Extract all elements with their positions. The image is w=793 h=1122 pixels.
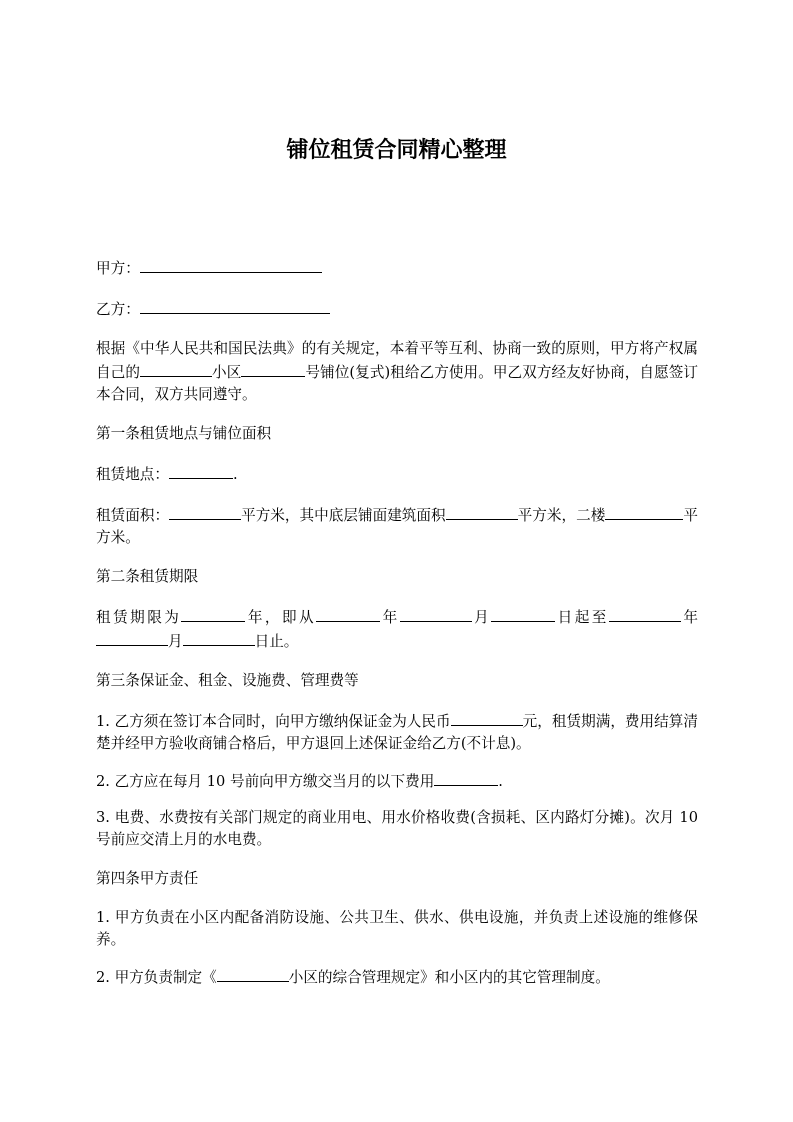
area-label: 租赁面积：: [96, 507, 170, 524]
location-end: .: [232, 466, 238, 483]
term-text-4: 月: [471, 609, 492, 626]
term-text-7: 月: [168, 633, 183, 650]
start-year-blank: [316, 605, 380, 622]
location-line: [96, 462, 698, 486]
end-day-blank: [183, 629, 255, 646]
rules-community-blank: [217, 965, 289, 982]
deposit-text-1: 1. 乙方须在签订本合同时，向甲方缴纳保证金为人民币: [96, 713, 451, 730]
term-line: [96, 605, 698, 653]
article3-item2: [96, 769, 698, 793]
article4-item1: 1. 甲方负责在小区内配备消防设施、公共卫生、供水、供电设施，并负责上述设施的维修保养。: [96, 909, 698, 948]
term-text-6: 年: [680, 609, 698, 626]
party-b-label: 乙方：: [96, 301, 140, 318]
location-blank: [169, 462, 233, 479]
deposit-amount-blank: [451, 709, 523, 726]
rules-text-2: 小区的综合管理规定》和小区内的其它管理制度。: [288, 969, 610, 986]
monthly-fee-blank: [434, 769, 498, 786]
term-years-blank: [181, 605, 245, 622]
term-text-8: 日止。: [254, 633, 299, 650]
rules-text-1: 2. 甲方负责制定《: [96, 969, 217, 986]
end-year-blank: [609, 605, 681, 622]
area-line: [96, 503, 698, 549]
party-b-line: [96, 297, 698, 321]
party-b-blank: [140, 297, 330, 314]
end-month-blank: [96, 629, 168, 646]
party-a-line: [96, 256, 698, 280]
area-text-3: 平方米。: [96, 507, 698, 546]
document-title: 铺位租赁合同精心整理: [286, 138, 507, 163]
intro-text-1: 根据《中华人民共和国民法典》的有关规定，本着平等互利、协商一致的原则，甲方将产权属自己的: [96, 340, 698, 381]
total-area-blank: [169, 503, 241, 520]
community-blank: [140, 360, 212, 377]
article1-heading: 第一条租赁地点与铺位面积: [96, 425, 272, 442]
area-text-2: 平方米，二楼: [517, 507, 606, 524]
contract-body: [96, 256, 698, 1003]
second-floor-area-blank: [605, 503, 683, 520]
start-month-blank: [400, 605, 472, 622]
term-text-2: 年，即从: [245, 609, 317, 626]
intro-text-2: 小区: [211, 364, 242, 381]
party-a-label: 甲方：: [96, 260, 140, 277]
ground-area-blank: [446, 503, 518, 520]
article3-heading: 第三条保证金、租金、设施费、管理费等: [96, 672, 359, 689]
party-a-blank: [140, 256, 322, 273]
article3-item3: 3. 电费、水费按有关部门规定的商业用电、用水价格收费(含损耗、区内路灯分摊)。次月 10 号前应交清上月的水电费。: [96, 809, 698, 848]
monthly-fee-end: .: [498, 773, 503, 790]
article4-heading: 第四条甲方责任: [96, 870, 199, 887]
article4-item2: [96, 965, 698, 989]
term-text-5: 日起至: [555, 609, 609, 626]
term-text-3: 年: [380, 609, 400, 626]
deposit-text-2: 元，租赁期满，费用结算清楚并经甲方验收商铺合格后，甲方退回上述保证金给乙方(不计息)。: [96, 713, 698, 752]
monthly-fee-text: 2. 乙方应在每月 10 号前向甲方缴交当月的以下费用: [96, 773, 435, 790]
intro-text-3: 号铺位(复式)租给乙方使用。甲乙双方经友好协商，自愿签订本合同，双方共同遵守。: [96, 364, 698, 403]
start-day-blank: [491, 605, 555, 622]
location-label: 租赁地点：: [96, 466, 169, 483]
shop-number-blank: [241, 360, 305, 377]
area-text-1: 平方米，其中底层铺面建筑面积: [241, 507, 446, 524]
intro-paragraph: [96, 338, 698, 406]
article2-heading: 第二条租赁期限: [96, 568, 199, 585]
article3-item1: [96, 709, 698, 755]
term-text-1: 租赁期限为: [96, 609, 182, 626]
